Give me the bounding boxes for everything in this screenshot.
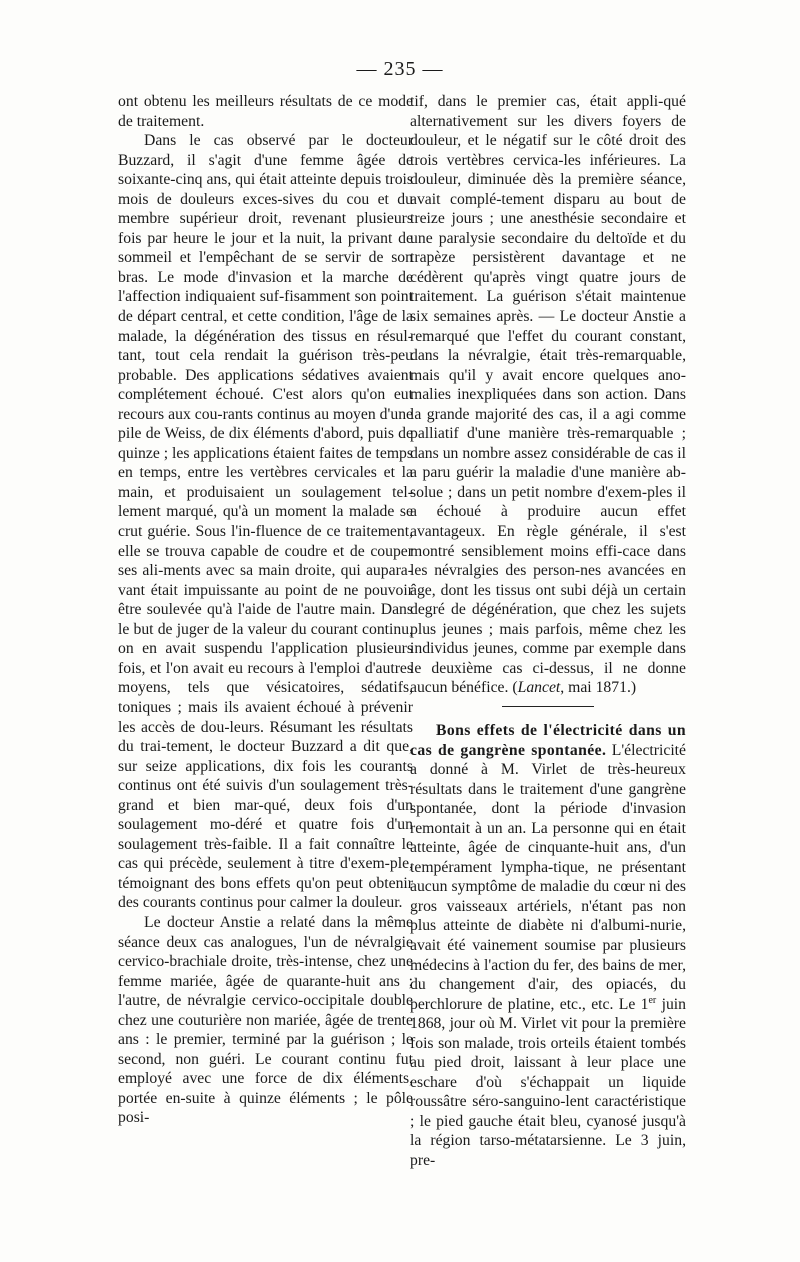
section-divider bbox=[502, 706, 594, 707]
paragraph-anstie-text: tif, dans le premier cas, était appli-qué alternativement sur les divers foyers de douleur, et le négatif sur le côté droit des trois vertèbres cervica-les inférieures. La douleur, diminuée dès la première séance, avait complé-tement disparu au bout de treize jours ; une anesthésie secondaire et une paralysie secondaire du deltoïde et du trapèze persistèrent davantage et ne cédèrent qu'après vingt quatre jours de traitement. La guérison s'était maintenue six semaines après. — Le docteur Anstie a remarqué que l'effet du courant constant, dans la névralgie, était très-remarquable, mais qu'il y avait encore quelques ano-malies inexpliquées dans son action. Dans la grande majorité des cas, il a agi comme palliatif d'une manière très-remarquable ; dans un nombre assez considérable de cas il a paru guérir la maladie d'une manière ab-solue ; dans un petit nombre d'exem-ples il a échoué à produire aucun effet avantageux. En règle générale, il s'est montré sensiblement moins effi-cace dans les névralgies des person-nes avancées en âge, dont les tissus ont subi déjà un certain degré de dégénération, que chez les sujets plus jeunes ; mais parfois, même chez les individus jeunes, comme par exemple dans le deuxième cas ci-dessus, il ne donne aucun bénéfice. bbox=[410, 93, 686, 697]
paragraph-gangrene-text-b: juin 1868, jour où M. Virlet vit pour la première fois son malade, trois orteils étaient tombés au pied droit, laissant à leur place une eschare d'où s'échappait un liquide roussâtre séro-sanguino-lent caractéristique ; le pied gauche était bleu, cyanosé jusqu'à la région tarso-métatarsienne. Le 3 juin, pre- bbox=[410, 995, 687, 1169]
citation-open: ( bbox=[508, 679, 518, 697]
right-column bbox=[410, 92, 686, 1171]
paragraph-gangrene bbox=[410, 721, 686, 1171]
left-column bbox=[118, 92, 413, 1128]
ordinal-superscript: er bbox=[648, 994, 657, 1006]
paragraph-buzzard-case: Dans le cas observé par le docteur Buzzard, il s'agit d'une femme âgée de soixante-cinq ans, qui était atteinte depuis trois mois de douleurs exces-sives du cou et du membre supérieur droit, revenant plusieurs fois par heure le jour et la nuit, la privant de sommeil et l'empêchant de se servir de son bras. Le mode d'invasion et la marche de l'affection indiquaient suf-fisamment son point de départ central, et cette condition, l'âge de la malade, la dégénération des tissus en résul-tant, tout cela rendait la guérison très-peu probable. Des applications sédatives avaient complétement échoué. C'est alors qu'on eut recours aux cou-rants continus au moyen d'une pile de Weiss, de dix éléments d'abord, puis de quinze ; les applications étaient faites de temps en temps, entre les vertèbres cervicales et la main, et produisaient un soulagement tel-lement marqué, qu'à un moment la malade se crut guérie. Sous l'in-fluence de ce traitement, elle se trouva capable de coudre et de couper ses ali-ments avec sa main droite, qui aupara-vant était impuissante au point de ne pouvoir être soulevée qu'à l'aide de l'autre main. Dans le but de juger de la valeur du courant continu, on en avait suspendu l'application plusieurs fois, et l'on avait eu recours à l'emploi d'autres moyens, tels que vésicatoires, sédatifs, toniques ; mais ils avaient échoué à prévenir les accès de dou-leurs. Résumant les résultats du trai-tement, le docteur Buzzard a dit que, sur seize applications, dix fois les courants continus ont été suivis d'un soulagement très-grand et bien mar-qué, deux fois d'un soulagement mo-déré et quatre fois d'un soulagement très-faible. Il a fait connaître le cas qui précède, seulement à titre d'exem-ple, témoignant des bons effets qu'on peut obtenir des courants continus pour calmer la douleur. bbox=[118, 132, 413, 912]
citation-journal: Lancet bbox=[517, 679, 561, 697]
paragraph-anstie-continued bbox=[410, 92, 686, 698]
paragraph-anstie-cases: Le docteur Anstie a relaté dans la même séance deux cas analogues, l'un de névralgie cervico-brachiale droite, très-intense, chez une femme mariée, âgée de quarante-huit ans ; l'autre, de névralgie cervico-occipitale double chez une couturière non mariée, âgée de trente ans : le premier, terminé par la guérison ; le second, non guéri. Le courant continu fut employé avec une force de dix éléments, portée en-suite à quinze éléments ; le pôle posi- bbox=[118, 913, 413, 1127]
paragraph-gangrene-text-a: L'électricité a donné à M. Virlet de très-heureux résultats dans le traitement d'une gangrène spontanée, dont la période d'invasion remontait à un an. La personne qui en était atteinte, âgée de cinquante-huit ans, d'un tempérament lympha-tique, ne présentant aucun symptôme de maladie du cœur ni des gros vaisseaux artériels, n'étant pas non plus atteinte de diabète ni d'albumi-nurie, avait été vainement soumise par plusieurs médecins à l'action du fer, des bains de mer, du changement d'air, des opiacés, du perchlorure de platine, etc., etc. Le 1 bbox=[410, 741, 687, 1013]
page-number: — 235 — bbox=[356, 58, 444, 80]
citation-date: , mai 1871.) bbox=[560, 679, 637, 697]
section-title: Bons effets de l'électricité dans un cas de gangrène spontanée. bbox=[410, 721, 686, 759]
paragraph-continuation: ont obtenu les meilleurs résultats de ce mode de traitement. bbox=[118, 93, 413, 130]
